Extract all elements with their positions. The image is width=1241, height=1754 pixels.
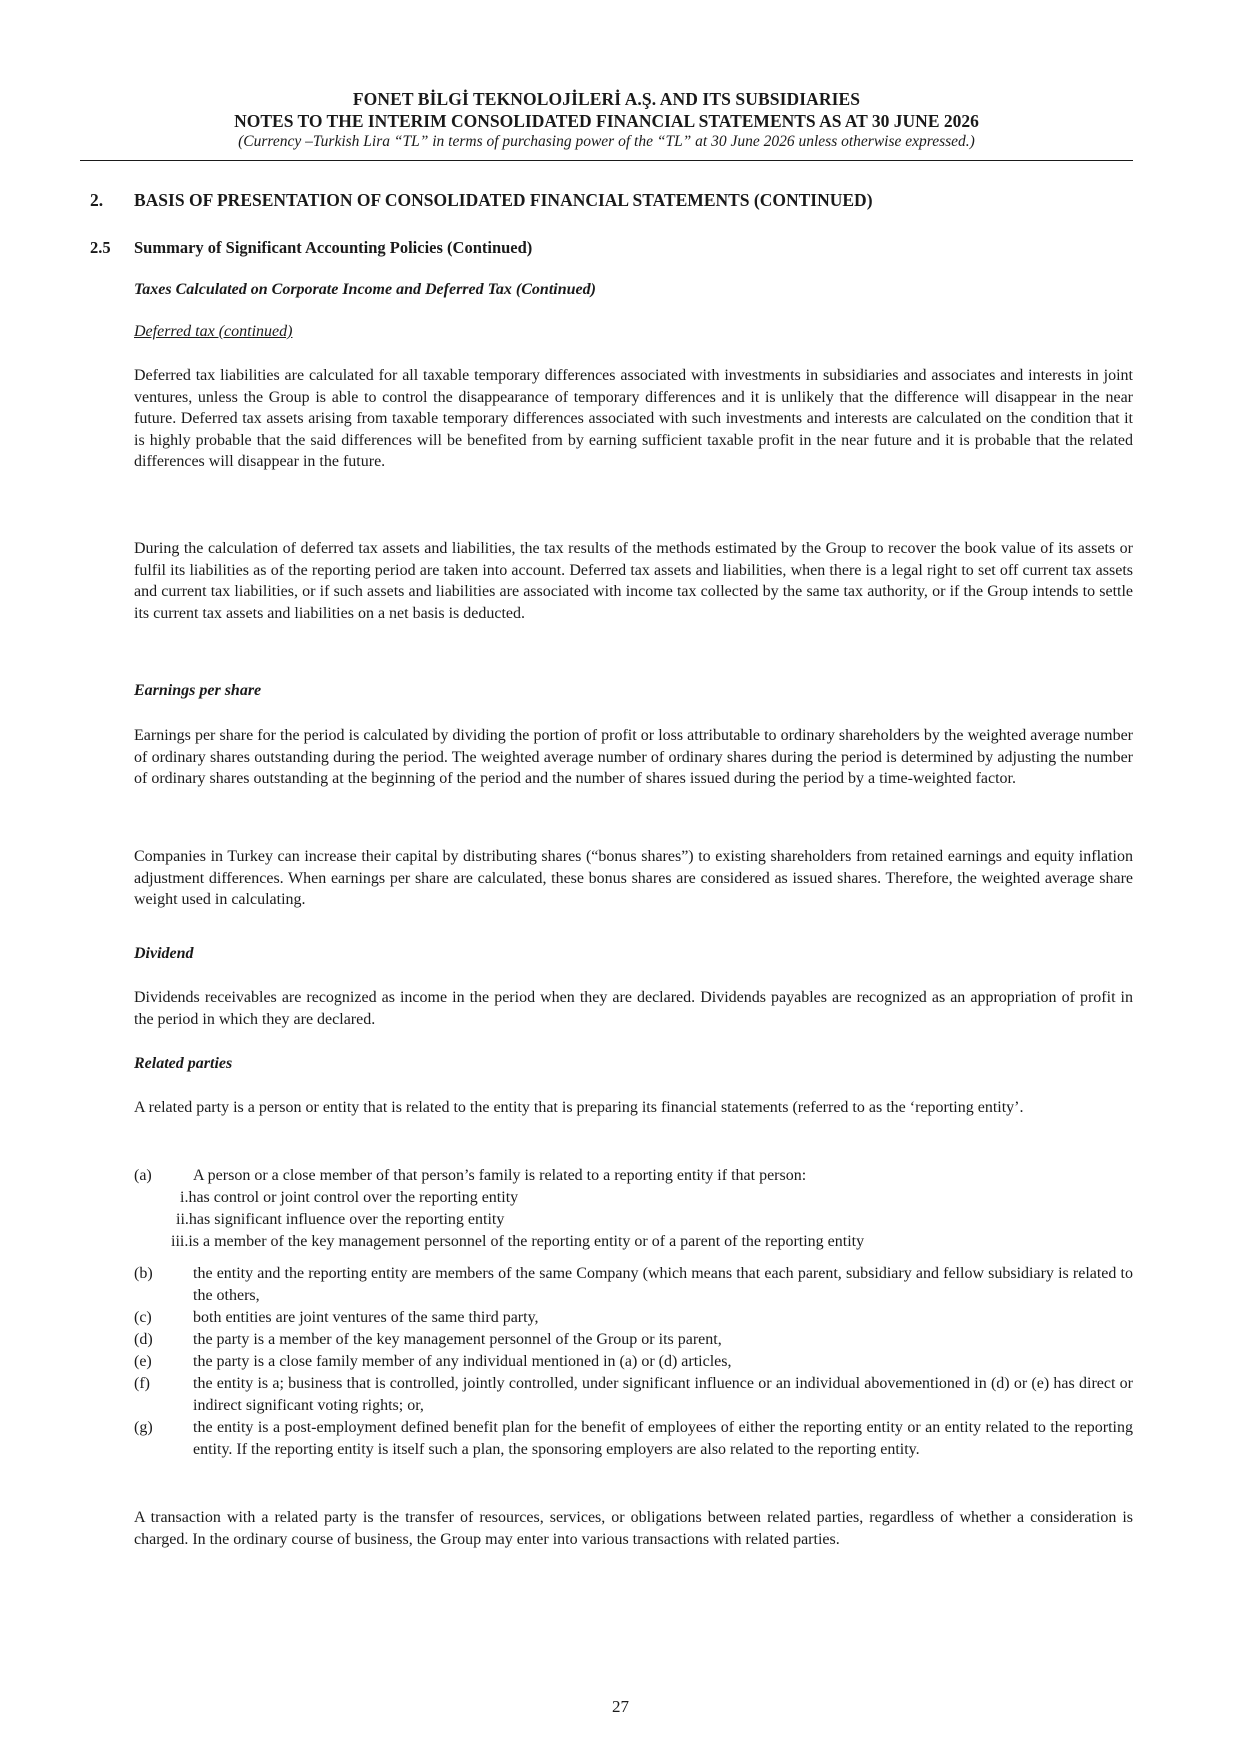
list-text: the entity and the reporting entity are members of the same Company (which means that each parent, subsidiary and fellow subsidiary is related to the others, [193,1265,1133,1304]
sub-item: i.has control or joint control over the reporting entity [180,1189,519,1206]
related-parties-closing [134,1507,1133,1550]
list-item [134,1263,1133,1306]
list-text: A person or a close member of that person’s family is related to a reporting entity if that person: [193,1167,807,1184]
sub-item: ii.has significant influence over the reporting entity [176,1211,505,1228]
related-parties-heading: Related parties [134,1055,233,1072]
list-item [134,1417,1133,1460]
taxes-heading: Taxes Calculated on Corporate Income and Deferred Tax (Continued) [134,281,596,298]
notes-title: NOTES TO THE INTERIM CONSOLIDATED FINANCIAL STATEMENTS AS AT 30 JUNE 2026 [234,111,979,131]
list-label: (c) [134,1309,152,1326]
related-parties-intro [134,1097,1133,1119]
list-text: the party is a close family member of any individual mentioned in (a) or (d) articles, [193,1353,732,1370]
paragraph-text: A transaction with a related party is the transfer of resources, services, or obligations between related parties, regardless of whether a consideration is charged. In the ordinary course of business, the Group may enter into various transactions with related parties. [134,1509,1133,1548]
list-text: the entity is a; business that is controlled, jointly controlled, under significant influence or an individual abovementioned in (d) or (e) has direct or indirect significant voting rights; or, [193,1375,1133,1414]
eps-paragraph-2 [134,846,1133,911]
list-item [134,1351,1133,1373]
dividend-paragraph [134,987,1133,1030]
header-divider [80,160,1133,161]
subsection-number: 2.5 [90,238,111,257]
list-text: both entities are joint ventures of the same third party, [193,1309,539,1326]
list-label: (a) [134,1167,152,1184]
list-text: the entity is a post-employment defined benefit plan for the benefit of employees of either the reporting entity or an entity related to the reporting entity. If the reporting entity is itself such a plan, the sponsoring employers are also related to the reporting entity. [193,1419,1133,1458]
deferred-tax-paragraph-2 [134,538,1133,624]
list-label: (b) [134,1265,153,1282]
paragraph-text: Companies in Turkey can increase their capital by distributing shares (“bonus shares”) to existing shareholders from retained earnings and equity inflation adjustment differences. When earnings per share are calculated, these bonus shares are considered as issued shares. Therefore, the weighted average share weight used in calculating. [134,848,1133,909]
paragraph-text: During the calculation of deferred tax assets and liabilities, the tax results of the methods estimated by the Group to recover the book value of its assets or fulfil its liabilities as of the reporting period are taken into account. Deferred tax assets and liabilities, when there is a legal right to set off current tax assets and current tax liabilities, or if such assets and liabilities are associated with income tax collected by the same tax authority, or if the Group intends to settle its current tax assets and liabilities on a net basis is deducted. [134,540,1133,622]
paragraph-text: Deferred tax liabilities are calculated for all taxable temporary differences associated with investments in subsidiaries and associates and interests in joint ventures, unless the Group is able to control the disappearance of temporary differences and it is unlikely that the difference will disappear in the near future. Deferred tax assets arising from taxable temporary differences associated with such investments and interests are calculated on the condition that it is highly probable that the said differences will be benefited from by earning sufficient taxable profit in the near future and it is probable that the related differences will disappear in the future. [134,367,1133,471]
sub-item: iii.is a member of the key management personnel of the reporting entity or of a parent of the reporting entity [171,1233,865,1250]
dividend-heading: Dividend [134,945,194,962]
paragraph-text: Dividends receivables are recognized as income in the period when they are declared. Dividends payables are recognized as an appropriation of profit in the period in which they are declared. [134,989,1133,1028]
list-label: (d) [134,1331,153,1348]
list-item [134,1307,1133,1329]
subsection-title: Summary of Significant Accounting Policies (Continued) [134,238,533,257]
page-number: 27 [612,1697,629,1716]
company-name: FONET BİLGİ TEKNOLOJİLERİ A.Ş. AND ITS SUBSIDIARIES [352,89,861,109]
list-label: (g) [134,1419,153,1436]
currency-note: (Currency –Turkish Lira “TL” in terms of purchasing power of the “TL” at 30 June 2026 unless otherwise expressed.) [238,133,975,150]
list-text: the party is a member of the key management personnel of the Group or its parent, [193,1331,722,1348]
list-label: (f) [134,1375,150,1392]
subsection-heading [90,237,532,259]
paragraph-text: Earnings per share for the period is calculated by dividing the portion of profit or loss attributable to ordinary shareholders by the weighted average number of ordinary shares outstanding during the period. The weighted average number of ordinary shares during the period is determined by adjusting the number of ordinary shares outstanding at the beginning of the period and the number of shares issued during the period by a time-weighted factor. [134,727,1133,788]
paragraph-text: A related party is a person or entity that is related to the entity that is preparing its financial statements (referred to as the ‘reporting entity’. [134,1099,1024,1116]
deferred-tax-paragraph-1 [134,365,1133,473]
section-title: BASIS OF PRESENTATION OF CONSOLIDATED FINANCIAL STATEMENTS (CONTINUED) [134,190,873,210]
list-item [134,1165,1133,1187]
list-label: (e) [134,1353,152,1370]
section-number: 2. [90,190,104,210]
eps-heading: Earnings per share [134,682,262,699]
list-item [134,1329,1133,1351]
eps-paragraph-1 [134,725,1133,790]
list-item [134,1373,1133,1416]
page-header [80,88,1133,152]
deferred-tax-heading: Deferred tax (continued) [134,323,293,340]
section-heading [90,189,873,211]
